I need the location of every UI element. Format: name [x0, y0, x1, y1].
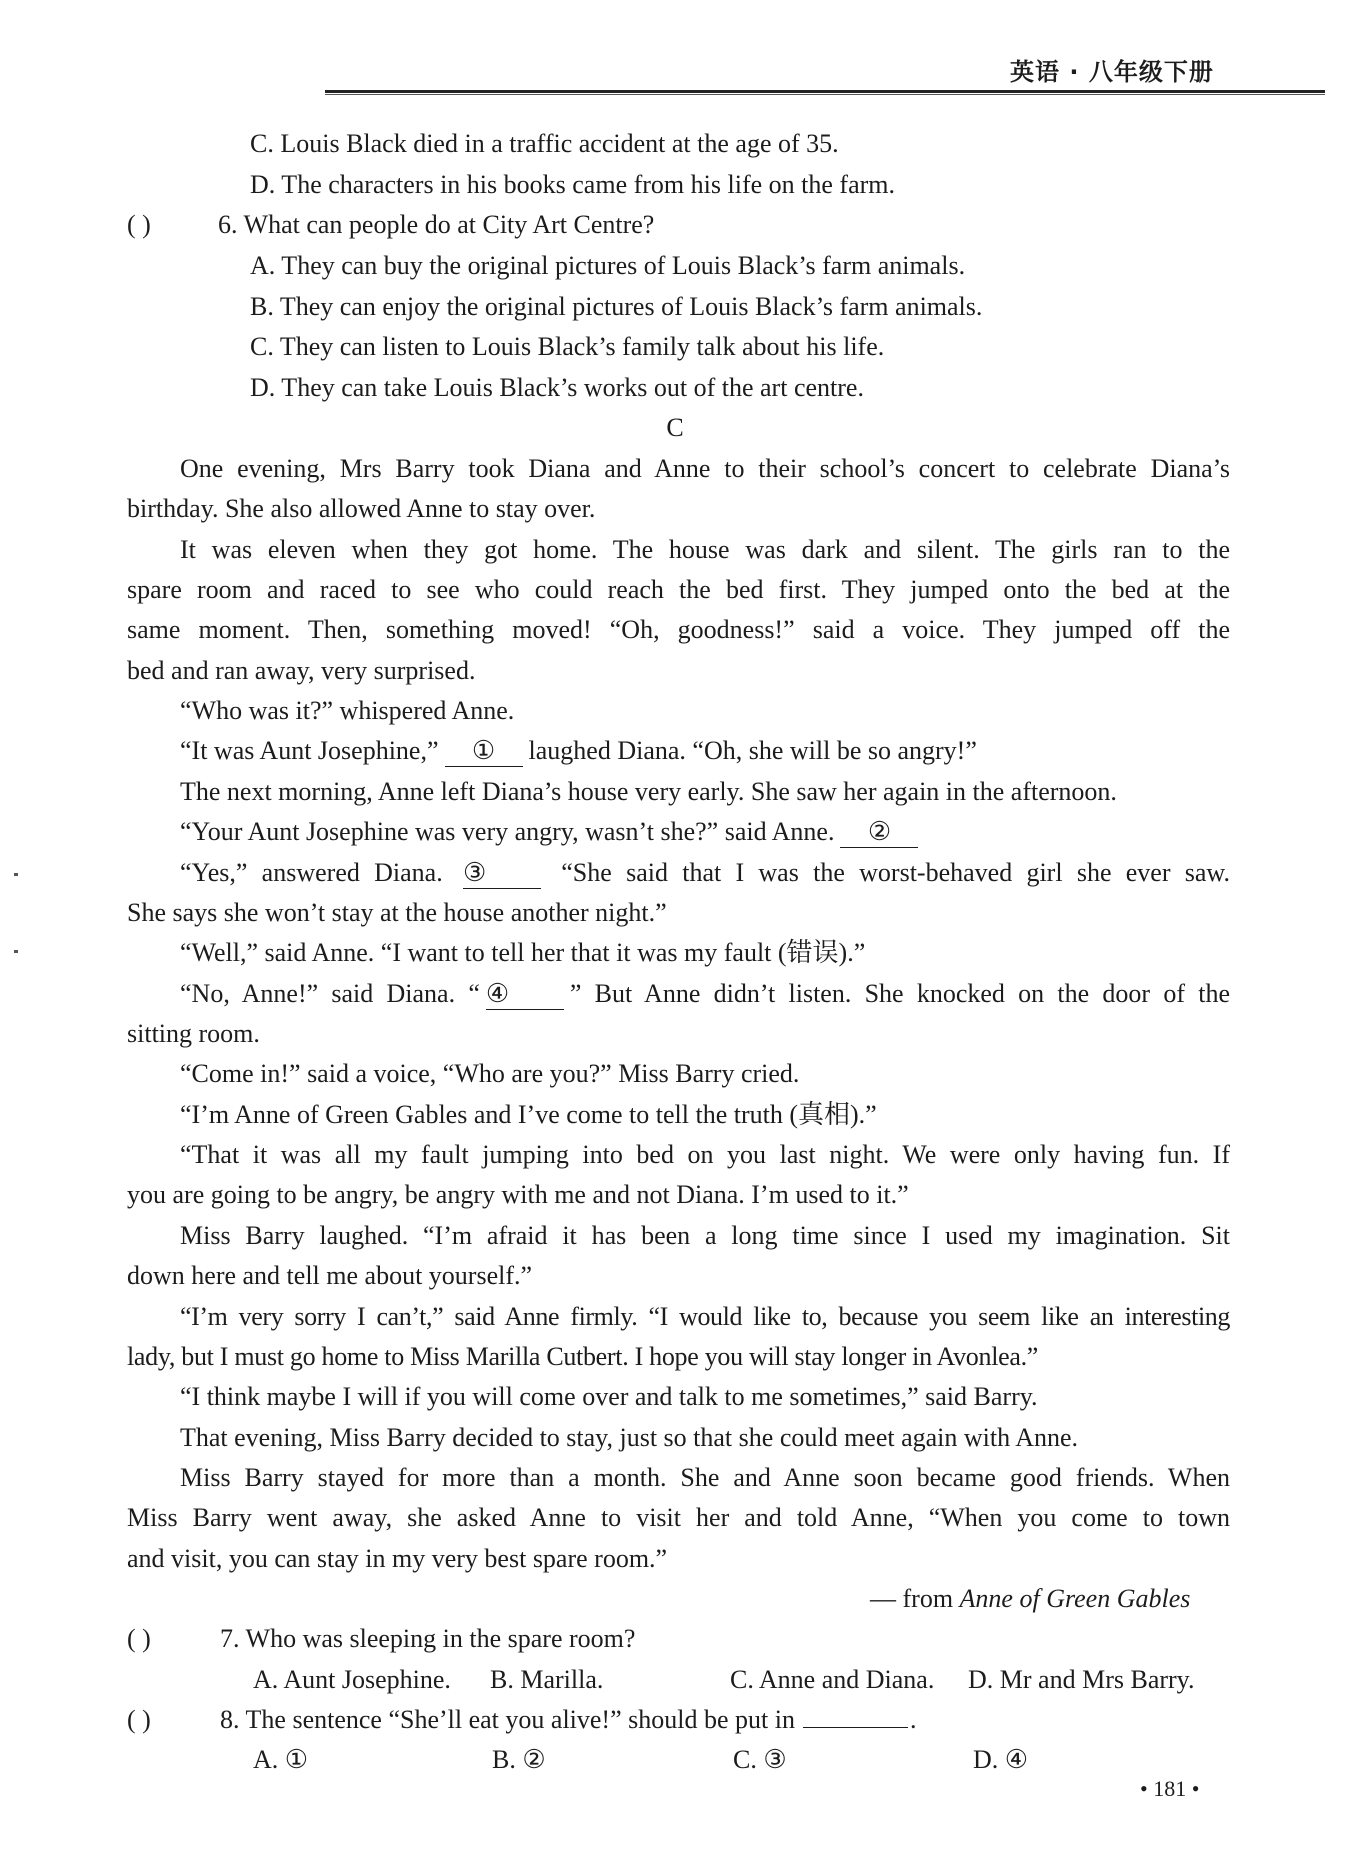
- q8-option-c: C. ③: [733, 1745, 787, 1774]
- passage-line: birthday. She also allowed Anne to stay over.: [127, 494, 596, 523]
- q8-option-d: D. ④: [973, 1745, 1029, 1774]
- page-header-title: 英语 · 八年级下册: [1010, 58, 1214, 86]
- blank-1[interactable]: ①: [445, 736, 523, 767]
- passage-line: down here and tell me about yourself.”: [127, 1261, 533, 1290]
- passage-line: sitting room.: [127, 1019, 260, 1048]
- passage-line: It was eleven when they got home. The house was dark and silent. The girls ran to the: [180, 535, 1230, 564]
- passage-line: “Well,” said Anne. “I want to tell her that it was my fault (错误).”: [180, 938, 866, 967]
- passage-line: “I think maybe I will if you will come over and talk to me sometimes,” said Barry.: [180, 1382, 1038, 1411]
- q6-stem: 6. What can people do at City Art Centre?: [218, 210, 655, 239]
- passage-line: “Who was it?” whispered Anne.: [180, 696, 515, 725]
- passage-line: lady, but I must go home to Miss Marilla Cutbert. I hope you will stay longer in Avonlea.”: [127, 1342, 1039, 1371]
- q8-stem: 8. The sentence “She’ll eat you alive!” should be put in: [220, 1705, 795, 1734]
- passage-line: “I’m Anne of Green Gables and I’ve come to tell the truth (真相).”: [180, 1100, 877, 1129]
- q7-option-c: C. Anne and Diana.: [730, 1665, 935, 1694]
- passage-text: “No, Anne!” said Diana. “: [180, 979, 480, 1008]
- source-prefix: — from: [870, 1584, 960, 1613]
- source-title: Anne of Green Gables: [959, 1584, 1191, 1613]
- q6-option-c: C. They can listen to Louis Black’s family talk about his life.: [250, 332, 885, 361]
- passage-line-blank4: [180, 974, 1230, 1014]
- passage-line: “That it was all my fault jumping into bed on you last night. We were only having fun. If: [180, 1140, 1230, 1169]
- blank-2[interactable]: ②: [840, 817, 918, 848]
- passage-text: “Your Aunt Josephine was very angry, wasn’t she?” said Anne.: [180, 817, 835, 846]
- q8-blank[interactable]: [803, 1727, 908, 1728]
- q7-answer-blank[interactable]: ( ): [127, 1624, 151, 1653]
- q5-option-d: D. The characters in his books came from his life on the farm.: [250, 170, 895, 199]
- section-label: C: [666, 413, 684, 442]
- passage-line: same moment. Then, something moved! “Oh, goodness!” said a voice. They jumped off the: [127, 615, 1230, 644]
- header-rule: [325, 90, 1325, 93]
- passage-line: One evening, Mrs Barry took Diana and Anne to their school’s concert to celebrate Diana’s: [180, 454, 1230, 483]
- passage-text: “She said that I was the worst-behaved girl she ever saw.: [561, 858, 1231, 887]
- q6-option-b: B. They can enjoy the original pictures of Louis Black’s farm animals.: [250, 292, 983, 321]
- passage-line: That evening, Miss Barry decided to stay, just so that she could meet again with Anne.: [180, 1423, 1079, 1452]
- passage-line: The next morning, Anne left Diana’s house very early. She saw her again in the afternoon.: [180, 777, 1117, 806]
- passage-line: bed and ran away, very surprised.: [127, 656, 476, 685]
- passage-line: Miss Barry went away, she asked Anne to visit her and told Anne, “When you come to town: [127, 1503, 1230, 1532]
- header-rule-thin: [325, 94, 1325, 95]
- passage-line-blank1: [180, 731, 977, 771]
- blank-3[interactable]: ③: [463, 858, 541, 889]
- scan-mark: [14, 950, 18, 953]
- q7-option-a: A. Aunt Josephine.: [253, 1665, 451, 1694]
- passage-line: Miss Barry laughed. “I’m afraid it has been a long time since I used my imagination. Sit: [180, 1221, 1230, 1250]
- passage-line-blank2: [180, 812, 924, 852]
- q8-answer-blank[interactable]: ( ): [127, 1705, 151, 1734]
- passage-text: “Yes,” answered Diana.: [180, 858, 443, 887]
- passage-line-blank3: [180, 853, 1230, 893]
- passage-line: “Come in!” said a voice, “Who are you?” Miss Barry cried.: [180, 1059, 800, 1088]
- page-number: • 181 •: [1140, 1776, 1200, 1801]
- q6-answer-blank[interactable]: ( ): [127, 210, 151, 239]
- q7-option-d: D. Mr and Mrs Barry.: [968, 1665, 1195, 1694]
- passage-text: laughed Diana. “Oh, she will be so angry!”: [528, 736, 977, 765]
- q6-option-d: D. They can take Louis Black’s works out of the art centre.: [250, 373, 864, 402]
- blank-4[interactable]: ④: [486, 979, 564, 1010]
- q6-option-a: A. They can buy the original pictures of Louis Black’s farm animals.: [250, 251, 966, 280]
- q8-stem-line: [220, 1700, 916, 1740]
- passage-text: “It was Aunt Josephine,”: [180, 736, 439, 765]
- passage-text: ” But Anne didn’t listen. She knocked on the door of the: [569, 979, 1230, 1008]
- passage-line: Miss Barry stayed for more than a month. She and Anne soon became good friends. When: [180, 1463, 1230, 1492]
- passage-source: [870, 1579, 1190, 1619]
- q8-end: .: [909, 1705, 917, 1734]
- q8-option-a: A. ①: [253, 1745, 309, 1774]
- q8-option-b: B. ②: [492, 1745, 546, 1774]
- passage-line: spare room and raced to see who could reach the bed first. They jumped onto the bed at the: [127, 575, 1230, 604]
- passage-line: and visit, you can stay in my very best spare room.”: [127, 1544, 668, 1573]
- passage-line: She says she won’t stay at the house another night.”: [127, 898, 667, 927]
- q5-option-c: C. Louis Black died in a traffic accident at the age of 35.: [250, 129, 839, 158]
- q7-option-b: B. Marilla.: [490, 1665, 604, 1694]
- passage-line: “I’m very sorry I can’t,” said Anne firmly. “I would like to, because you seem like an interesting: [180, 1302, 1230, 1331]
- scan-mark: [14, 873, 18, 876]
- passage-line: you are going to be angry, be angry with me and not Diana. I’m used to it.”: [127, 1180, 909, 1209]
- q7-stem: 7. Who was sleeping in the spare room?: [220, 1624, 636, 1653]
